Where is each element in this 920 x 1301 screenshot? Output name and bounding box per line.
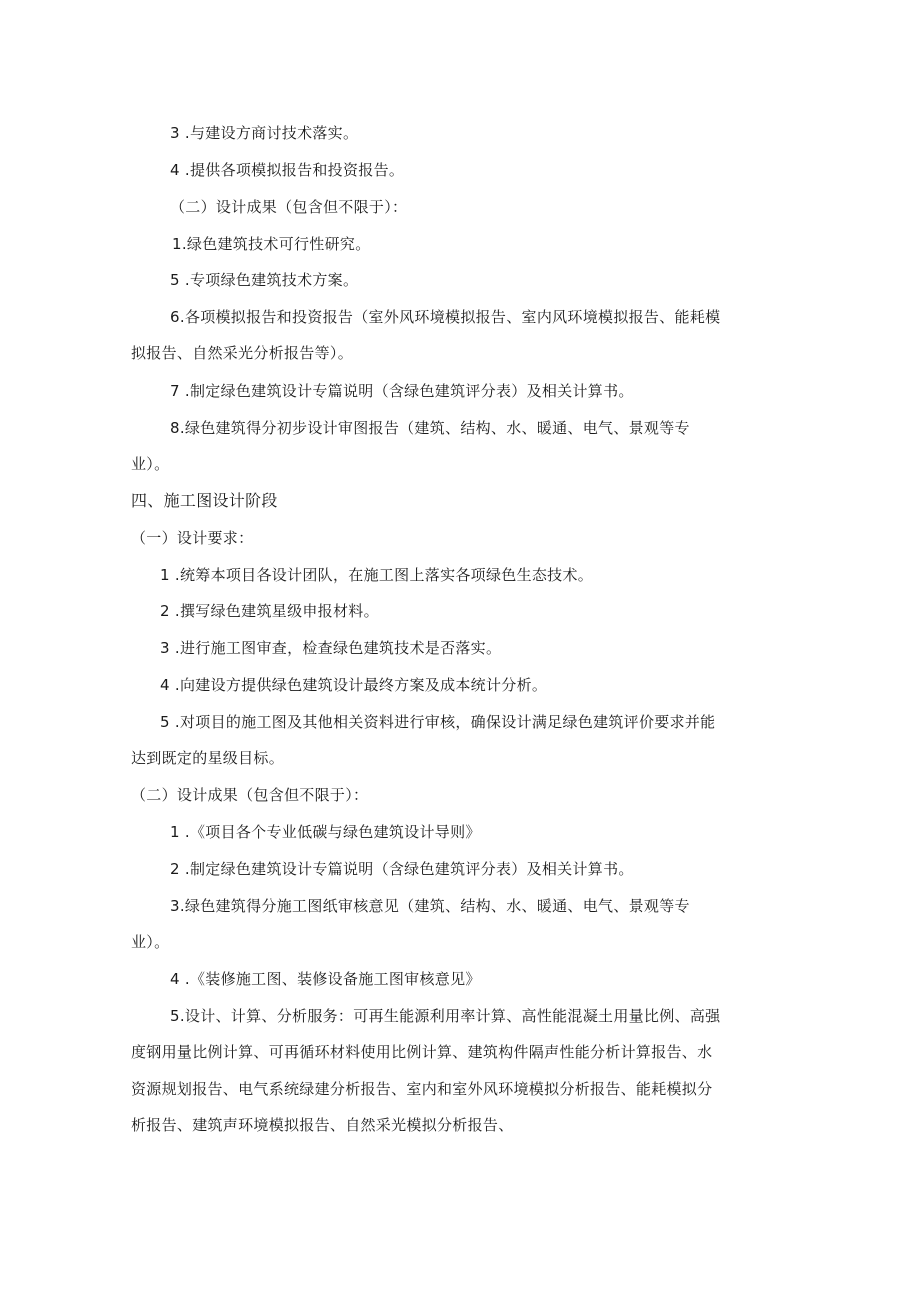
- item-text: .绿色建筑得分初步设计审图报告（建筑、结构、水、暖通、电气、景观等专: [179, 419, 690, 437]
- item-text: 资源规划报告、电气系统绿建分析报告、室内和室外风环境模拟分析报告、能耗模拟分: [131, 1080, 713, 1098]
- item-line: [170, 123, 358, 143]
- item-line-continuation: [131, 454, 169, 474]
- item-number: 3: [160, 639, 170, 657]
- item-number: 5: [160, 713, 170, 731]
- item-number: 1: [160, 566, 170, 584]
- item-text: .《装修施工图、装修设备施工图审核意见》: [179, 970, 481, 988]
- item-text: .向建设方提供绿色建筑设计最终方案及成本统计分析。: [169, 676, 548, 694]
- item-text: .绿色建筑得分施工图纸审核意见（建筑、结构、水、暖通、电气、景观等专: [179, 897, 690, 915]
- item-number: 8: [170, 419, 180, 437]
- item-line: [170, 896, 690, 916]
- item-line: [170, 859, 634, 879]
- item-line: [160, 712, 715, 732]
- item-text: 析报告、建筑声环境模拟报告、自然采光模拟分析报告、: [131, 1116, 514, 1134]
- item-text: 度钢用量比例计算、可再循环材料使用比例计算、建筑构件隔声性能分析计算报告、水: [131, 1043, 713, 1061]
- item-text: .与建设方商讨技术落实。: [179, 124, 359, 142]
- section-subheading: [170, 197, 407, 217]
- item-text: 达到既定的星级目标。: [131, 749, 285, 767]
- item-line: [160, 565, 593, 585]
- item-number: 1: [170, 823, 180, 841]
- item-text: .统筹本项目各设计团队，在施工图上落实各项绿色生态技术。: [169, 566, 594, 584]
- item-text: .制定绿色建筑设计专篇说明（含绿色建筑评分表）及相关计算书。: [179, 860, 634, 878]
- item-line: [160, 638, 501, 658]
- item-line: [170, 307, 720, 327]
- item-line-continuation: [131, 343, 353, 363]
- item-number: 2: [170, 860, 180, 878]
- item-text: 业）。: [131, 933, 170, 951]
- item-line: [170, 381, 634, 401]
- item-text: .《项目各个专业低碳与绿色建筑设计导则》: [179, 823, 481, 841]
- item-text: 1.绿色建筑技术可行性研究。: [172, 235, 371, 253]
- item-line: [160, 601, 379, 621]
- item-line: [170, 1006, 720, 1026]
- item-text: .设计、计算、分析服务：可再生能源利用率计算、高性能混凝土用量比例、高强: [179, 1007, 721, 1025]
- item-number: 6: [170, 308, 180, 326]
- section-subheading: [131, 785, 368, 805]
- item-number: 4: [170, 161, 180, 179]
- item-line: [160, 675, 547, 695]
- item-text: （一）设计要求：: [131, 529, 254, 547]
- item-number: 4: [160, 676, 170, 694]
- section-subheading: [131, 528, 253, 548]
- item-line: [170, 160, 404, 180]
- item-number: 5: [170, 271, 180, 289]
- item-number: 4: [170, 970, 180, 988]
- item-number: 3: [170, 897, 180, 915]
- item-text: .各项模拟报告和投资报告（室外风环境模拟报告、室内风环境模拟报告、能耗模: [179, 308, 721, 326]
- item-text: 拟报告、自然采光分析报告等）。: [131, 344, 354, 362]
- item-number: 5: [170, 1007, 180, 1025]
- item-text: （二）设计成果（包含但不限于）：: [170, 198, 408, 216]
- item-text: .制定绿色建筑设计专篇说明（含绿色建筑评分表）及相关计算书。: [179, 382, 634, 400]
- section-heading: [131, 491, 278, 511]
- item-line-continuation: [131, 748, 284, 768]
- item-text: 业）。: [131, 455, 170, 473]
- item-text: .对项目的施工图及其他相关资料进行审核，确保设计满足绿色建筑评价要求并能: [169, 713, 716, 731]
- item-line: [172, 234, 371, 254]
- item-text: .撰写绿色建筑星级申报材料。: [169, 602, 379, 620]
- item-line: [170, 822, 481, 842]
- item-text: （二）设计成果（包含但不限于）：: [131, 786, 369, 804]
- item-number: 2: [160, 602, 170, 620]
- item-line-continuation: [131, 1115, 514, 1135]
- item-line: [170, 969, 481, 989]
- item-line-continuation: [131, 1042, 712, 1062]
- item-number: 3: [170, 124, 180, 142]
- item-line: [170, 270, 358, 290]
- item-text: 四、施工图设计阶段: [131, 491, 278, 510]
- item-line-continuation: [131, 932, 169, 952]
- item-line-continuation: [131, 1079, 712, 1099]
- item-line: [170, 418, 690, 438]
- item-text: .进行施工图审查，检查绿色建筑技术是否落实。: [169, 639, 502, 657]
- item-text: .专项绿色建筑技术方案。: [179, 271, 359, 289]
- item-number: 7: [170, 382, 180, 400]
- item-text: .提供各项模拟报告和投资报告。: [179, 161, 405, 179]
